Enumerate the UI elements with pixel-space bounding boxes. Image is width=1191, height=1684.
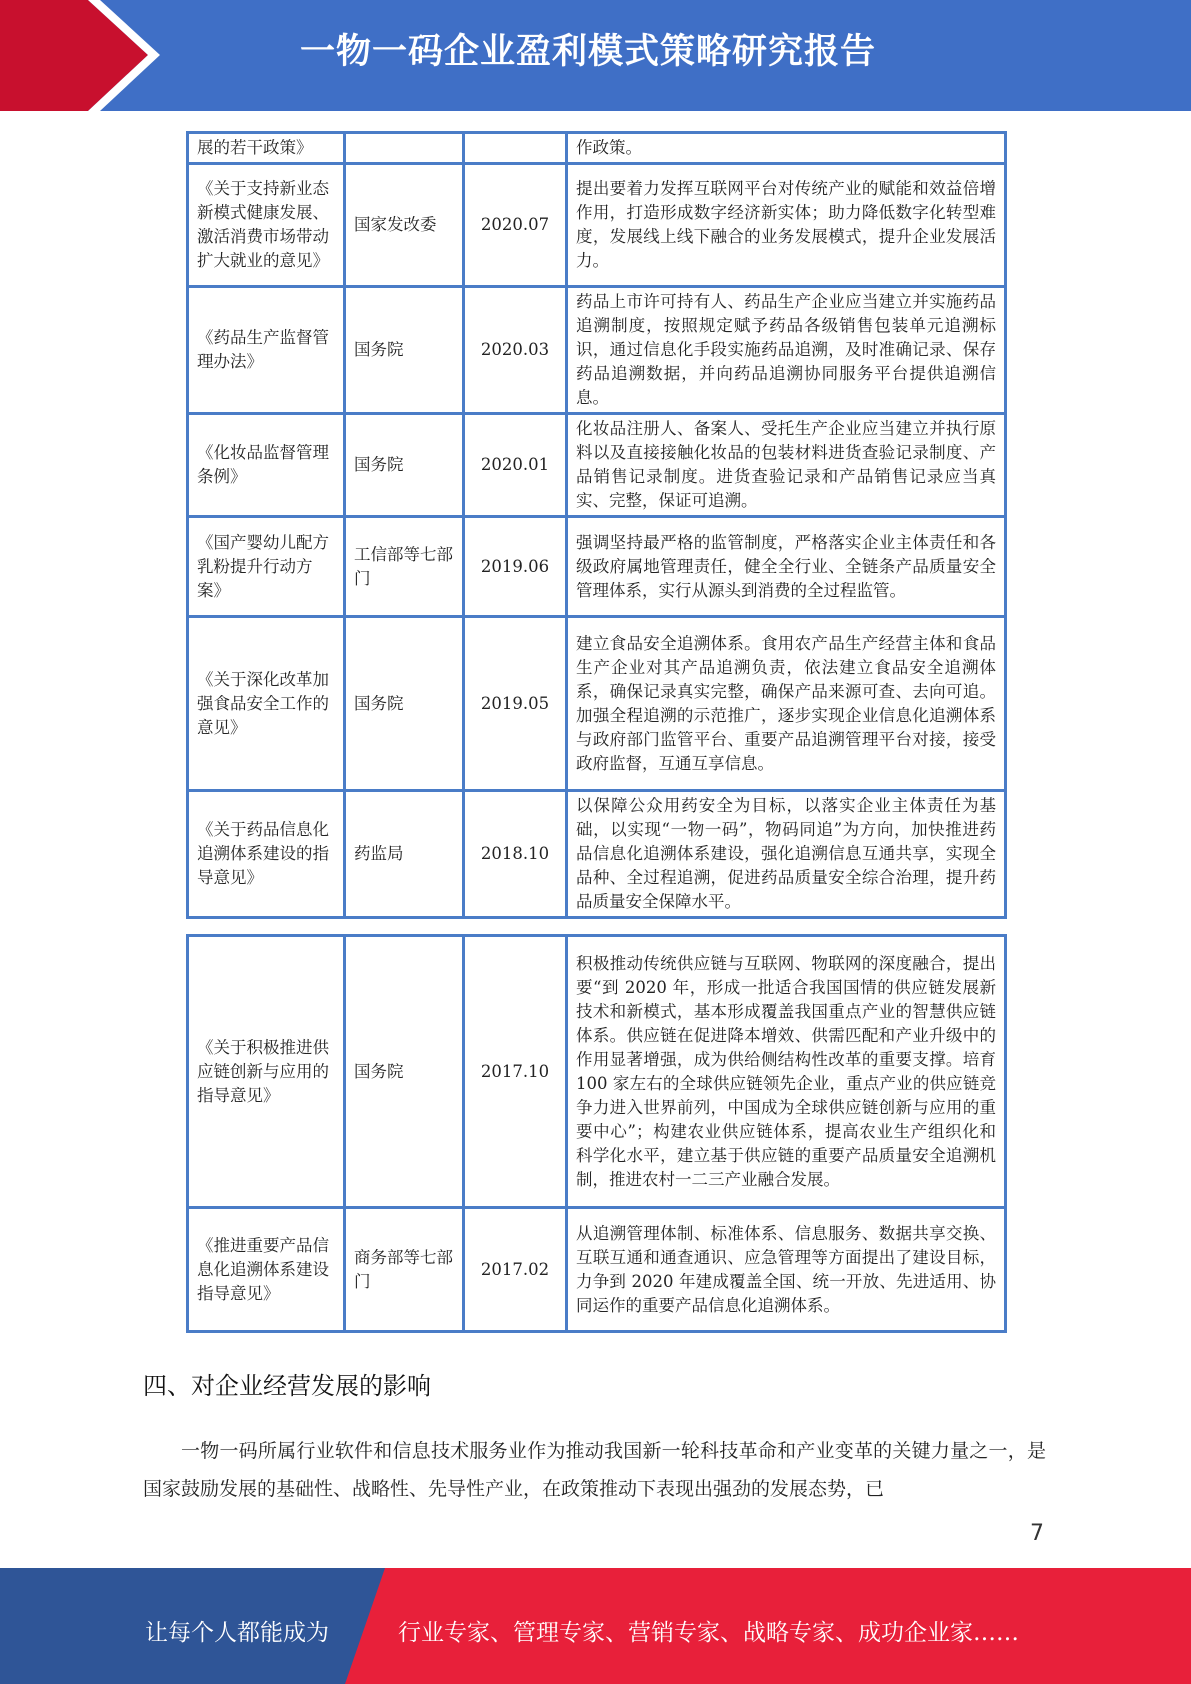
- page-header: [0, 0, 1191, 111]
- policy-desc-cell: 作政策。: [567, 133, 1006, 164]
- table-row: [188, 1208, 1006, 1332]
- table-row: [188, 936, 1006, 1208]
- policy-date-cell: 2020.03: [464, 287, 567, 414]
- policy-desc-cell: 药品上市许可持有人、药品生产企业应当建立并实施药品追溯制度，按照规定赋予药品各级销售包装单元追溯标识，通过信息化手段实施药品追溯，及时准确记录、保存药品追溯数据，并向药品追溯协同服务平台提供追溯信息。: [567, 287, 1006, 414]
- policy-dept-cell: 工信部等七部门: [345, 517, 464, 617]
- report-title: 一物一码企业盈利模式策略研究报告: [300, 32, 877, 72]
- table-row: [188, 791, 1006, 918]
- page-number: 7: [1030, 1521, 1044, 1546]
- policy-name-cell: 《推进重要产品信息化追溯体系建设指导意见》: [188, 1208, 345, 1332]
- policy-dept-cell: 国务院: [345, 617, 464, 791]
- policy-desc-cell: 建立食品安全追溯体系。食用农产品生产经营主体和食品生产企业对其产品追溯负责，依法建立食品安全追溯体系，确保记录真实完整，确保产品来源可查、去向可追。加强全程追溯的示范推广，逐步实现企业信息化追溯体系与政府部门监管平台、重要产品追溯管理平台对接，接受政府监督，互通互享信息。: [567, 617, 1006, 791]
- policy-date-cell: [464, 133, 567, 164]
- policy-date-cell: 2019.05: [464, 617, 567, 791]
- policy-desc-cell: 从追溯管理体制、标准体系、信息服务、数据共享交换、互联互通和通查通识、应急管理等方面提出了建设目标，力争到 2020 年建成覆盖全国、统一开放、先进适用、协同运作的重要产品信息化追溯体系。: [567, 1208, 1006, 1332]
- policy-table-top: [186, 131, 1007, 919]
- policy-dept-cell: 药监局: [345, 791, 464, 918]
- policy-name-cell: 《关于支持新业态新模式健康发展、激活消费市场带动扩大就业的意见》: [188, 164, 345, 287]
- policy-dept-cell: 国家发改委: [345, 164, 464, 287]
- policy-desc-cell: 化妆品注册人、备案人、受托生产企业应当建立并执行原料以及直接接触化妆品的包装材料进货查验记录制度、产品销售记录制度。进货查验记录和产品销售记录应当真实、完整，保证可追溯。: [567, 414, 1006, 517]
- policy-name-cell: 《药品生产监督管理办法》: [188, 287, 345, 414]
- table-row: [188, 414, 1006, 517]
- policy-dept-cell: 国务院: [345, 936, 464, 1208]
- policy-date-cell: 2017.10: [464, 936, 567, 1208]
- policy-desc-cell: 强调坚持最严格的监管制度，严格落实企业主体责任和各级政府属地管理责任，健全全行业、全链条产品质量安全管理体系，实行从源头到消费的全过程监管。: [567, 517, 1006, 617]
- policy-desc-cell: 积极推动传统供应链与互联网、物联网的深度融合，提出要“到 2020 年，形成一批适合我国国情的供应链发展新技术和新模式，基本形成覆盖我国重点产业的智慧供应链体系。供应链在促进降本增效、供需匹配和产业升级中的作用显著增强，成为供给侧结构性改革的重要支撑。培育 100 家左右的全球供应链领先企业，重点产业的供应链竞争力进入世界前列，中国成为全球供应链创新与应用的重要中心”；构建农业供应链体系，提高农业生产组织化和科学化水平，建立基于供应链的重要产品质量安全追溯机制，推进农村一二三产业融合发展。: [567, 936, 1006, 1208]
- table-row: [188, 133, 1006, 164]
- policy-name-cell: 《国产婴幼儿配方乳粉提升行动方案》: [188, 517, 345, 617]
- policy-dept-cell: [345, 133, 464, 164]
- footer-slogan-right: 行业专家、管理专家、营销专家、战略专家、成功企业家……: [398, 1620, 1019, 1646]
- table-row: [188, 164, 1006, 287]
- section-heading: 四、对企业经营发展的影响: [143, 1372, 431, 1400]
- policy-name-cell: 展的若干政策》: [188, 133, 345, 164]
- policy-date-cell: 2020.07: [464, 164, 567, 287]
- policy-name-cell: 《关于药品信息化追溯体系建设的指导意见》: [188, 791, 345, 918]
- policy-dept-cell: 国务院: [345, 414, 464, 517]
- body-paragraph: 一物一码所属行业软件和信息技术服务业作为推动我国新一轮科技革命和产业变革的关键力量之一，是国家鼓励发展的基础性、战略性、先导性产业，在政策推动下表现出强劲的发展态势，已: [143, 1440, 1046, 1500]
- policy-date-cell: 2017.02: [464, 1208, 567, 1332]
- policy-date-cell: 2018.10: [464, 791, 567, 918]
- policy-name-cell: 《化妆品监督管理条例》: [188, 414, 345, 517]
- policy-desc-cell: 以保障公众用药安全为目标，以落实企业主体责任为基础，以实现“一物一码”，物码同追”为方向，加快推进药品信息化追溯体系建设，强化追溯信息互通共享，实现全品种、全过程追溯，促进药品质量安全综合治理，提升药品质量安全保障水平。: [567, 791, 1006, 918]
- policy-dept-cell: 商务部等七部门: [345, 1208, 464, 1332]
- policy-date-cell: 2020.01: [464, 414, 567, 517]
- table-row: [188, 287, 1006, 414]
- policy-name-cell: 《关于深化改革加强食品安全工作的意见》: [188, 617, 345, 791]
- page-footer: [0, 1568, 1191, 1684]
- policy-table-bottom: [186, 934, 1007, 1333]
- policy-date-cell: 2019.06: [464, 517, 567, 617]
- footer-slogan-left: 让每个人都能成为: [145, 1620, 329, 1646]
- policy-name-cell: 《关于积极推进供应链创新与应用的指导意见》: [188, 936, 345, 1208]
- policy-dept-cell: 国务院: [345, 287, 464, 414]
- table-row: [188, 517, 1006, 617]
- policy-desc-cell: 提出要着力发挥互联网平台对传统产业的赋能和效益倍增作用，打造形成数字经济新实体；助力降低数字化转型难度，发展线上线下融合的业务发展模式，提升企业发展活力。: [567, 164, 1006, 287]
- table-row: [188, 617, 1006, 791]
